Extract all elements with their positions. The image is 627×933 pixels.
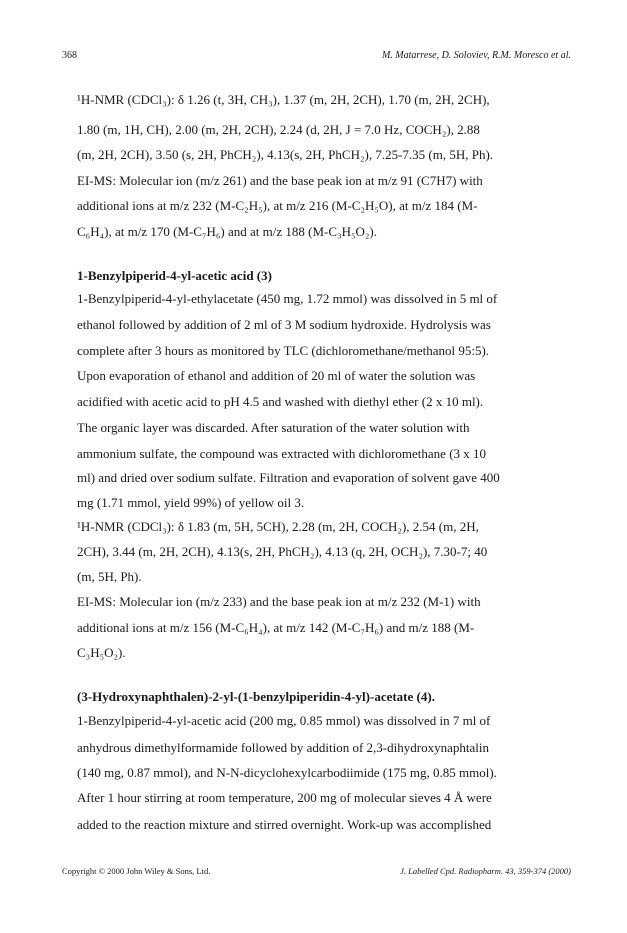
body-text-line: ¹H-NMR (CDCl₃): δ 1.83 (m, 5H, 5CH), 2.28 (m, 2H, COCH₂), 2.54 (m, 2H, <box>77 519 479 534</box>
body-text-line: 2CH), 3.44 (m, 2H, 2CH), 4.13(s, 2H, PhCH₂), 4.13 (q, 2H, OCH₂), 7.30-7; 40 <box>77 544 488 559</box>
body-text-line: Upon evaporation of ethanol and addition of 20 ml of water the solution was <box>77 368 476 383</box>
page-number: 368 <box>62 50 77 61</box>
copyright-footer: Copyright © 2000 John Wiley & Sons, Ltd. <box>62 866 211 876</box>
running-header-authors: M. Matarrese, D. Soloviev, R.M. Moresco et al. <box>381 50 571 61</box>
body-text-line: 1.80 (m, 1H, CH), 2.00 (m, 2H, 2CH), 2.24 (d, 2H, J = 7.0 Hz, COCH₂), 2.88 <box>77 122 480 137</box>
body-text-line: 1-Benzylpiperid-4-yl-ethylacetate (450 mg, 1.72 mmol) was dissolved in 5 ml of <box>77 291 498 306</box>
body-text-line: EI-MS: Molecular ion (m/z 261) and the base peak ion at m/z 91 (C7H7) with <box>77 173 483 188</box>
body-text-line: complete after 3 hours as monitored by TLC (dichloromethane/methanol 95:5). <box>77 343 490 358</box>
section-heading: 1-Benzylpiperid-4-yl-acetic acid (3) <box>77 268 272 283</box>
body-text-line: 1-Benzylpiperid-4-yl-acetic acid (200 mg, 0.85 mmol) was dissolved in 7 ml of <box>77 713 491 728</box>
section-heading: (3-Hydroxynaphthalen)-2-yl-(1-benzylpiperidin-4-yl)-acetate (4). <box>77 689 435 704</box>
body-text-line: C₆H₄), at m/z 170 (M-C₇H₆) and at m/z 188 (M-C₃H₅O₂). <box>77 224 377 239</box>
body-text-line: added to the reaction mixture and stirred overnight. Work-up was accomplished <box>77 817 492 832</box>
body-text-line: ammonium sulfate, the compound was extracted with dichloromethane (3 x 10 <box>77 446 487 461</box>
body-text-line: ethanol followed by addition of 2 ml of 3 M sodium hydroxide. Hydrolysis was <box>77 317 491 332</box>
body-text-line: The organic layer was discarded. After saturation of the water solution with <box>77 420 470 435</box>
body-text-line: mg (1.71 mmol, yield 99%) of yellow oil 3. <box>77 495 305 510</box>
body-text-line: EI-MS: Molecular ion (m/z 233) and the base peak ion at m/z 232 (M-1) with <box>77 594 481 609</box>
body-text-line: ml) and dried over sodium sulfate. Filtration and evaporation of solvent gave 400 <box>77 470 500 485</box>
body-text-line: (m, 2H, 2CH), 3.50 (s, 2H, PhCH₂), 4.13(s, 2H, PhCH₂), 7.25-7.35 (m, 5H, Ph). <box>77 147 494 162</box>
body-text-line: anhydrous dimethylformamide followed by addition of 2,3-dihydroxynaphtalin <box>77 740 489 755</box>
body-text-line: additional ions at m/z 156 (M-C₆H₄), at m/z 142 (M-C₇H₆) and m/z 188 (M- <box>77 620 475 635</box>
body-text-line: (m, 5H, Ph). <box>77 569 142 584</box>
body-text-line: C₃H₅O₂). <box>77 645 126 660</box>
body-text-line: (140 mg, 0.87 mmol), and N-N-dicyclohexylcarbodiimide (175 mg, 0.85 mmol). <box>77 765 497 780</box>
journal-citation-footer: J. Labelled Cpd. Radiopharm. 43, 359-374 (2000) <box>400 866 571 876</box>
body-text-line: ¹H-NMR (CDCl₃): δ 1.26 (t, 3H, CH₃), 1.37 (m, 2H, 2CH), 1.70 (m, 2H, 2CH), <box>77 92 490 107</box>
body-text-line: acidified with acetic acid to pH 4.5 and washed with diethyl ether (2 x 10 ml). <box>77 394 484 409</box>
body-text-line: additional ions at m/z 232 (M-C₂H₅), at m/z 216 (M-C₂H₅O), at m/z 184 (M- <box>77 198 478 213</box>
body-text-line: After 1 hour stirring at room temperature, 200 mg of molecular sieves 4 Å were <box>77 790 492 805</box>
